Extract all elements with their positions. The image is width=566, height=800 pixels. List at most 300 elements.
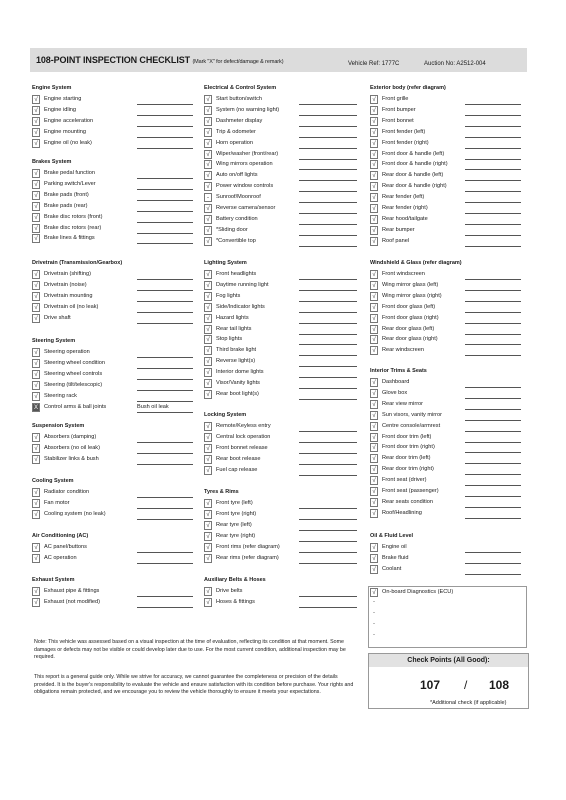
check-mark-box[interactable]: √	[32, 543, 40, 552]
remark-line[interactable]	[465, 552, 521, 553]
item-label: Centre console/armrest	[382, 422, 441, 429]
check-mark-box[interactable]: √	[204, 598, 212, 607]
check-mark-box[interactable]: √	[370, 509, 378, 518]
check-mark-box[interactable]: √	[32, 598, 40, 607]
remark-line[interactable]	[299, 169, 357, 170]
remark-line[interactable]	[299, 235, 357, 236]
remark-line[interactable]	[465, 213, 521, 214]
check-mark-box[interactable]: √	[32, 314, 40, 323]
remark-line[interactable]	[137, 401, 193, 402]
remark-line[interactable]	[299, 246, 357, 247]
check-mark-box[interactable]: √	[370, 422, 378, 431]
checklist-row	[370, 346, 530, 357]
remark-line[interactable]	[299, 464, 357, 465]
remark-line[interactable]	[299, 323, 357, 324]
remark-line[interactable]	[465, 409, 521, 410]
checklist-row	[32, 433, 192, 444]
check-mark-box[interactable]: √	[370, 226, 378, 235]
check-mark-box[interactable]: √	[204, 499, 212, 508]
remark-line[interactable]	[299, 290, 357, 291]
remark-line[interactable]	[465, 355, 521, 356]
remark-line[interactable]	[137, 368, 193, 369]
check-mark-box[interactable]: √	[204, 554, 212, 563]
check-mark-box[interactable]: √	[370, 106, 378, 115]
check-mark-box[interactable]: √	[32, 303, 40, 312]
remark-line[interactable]	[137, 137, 193, 138]
check-mark-box[interactable]: √	[370, 139, 378, 148]
remark-line[interactable]	[137, 357, 193, 358]
check-mark-box[interactable]: √	[32, 169, 40, 178]
checklist-row	[32, 224, 192, 235]
remark-line[interactable]	[299, 126, 357, 127]
remark-line[interactable]	[465, 474, 521, 475]
remark-line[interactable]	[299, 213, 357, 214]
remark-line[interactable]	[465, 334, 521, 335]
remark-line[interactable]	[299, 148, 357, 149]
remark-line[interactable]	[299, 159, 357, 160]
check-mark-box[interactable]: √	[204, 521, 212, 530]
check-mark-box[interactable]: √	[370, 476, 378, 485]
check-mark-box[interactable]: √	[370, 281, 378, 290]
remark-line[interactable]	[465, 420, 521, 421]
check-mark-box[interactable]: √	[32, 213, 40, 222]
remark-line[interactable]	[465, 485, 521, 486]
remark-line[interactable]	[465, 574, 521, 575]
checklist-row	[370, 509, 530, 520]
remark-line[interactable]	[299, 552, 357, 553]
remark-line[interactable]	[137, 379, 193, 380]
check-mark-box[interactable]: X	[33, 404, 38, 411]
remark-line[interactable]	[465, 180, 521, 181]
check-mark-box[interactable]: √	[204, 444, 212, 453]
remark-line[interactable]	[465, 148, 521, 149]
check-mark-box[interactable]: √	[32, 292, 40, 301]
item-label: Hoses & fittings	[216, 598, 255, 605]
checklist-row	[204, 543, 364, 554]
remark-line[interactable]	[137, 390, 193, 391]
check-mark-box[interactable]: √	[204, 314, 212, 323]
item-label: Engine oil	[382, 544, 407, 550]
check-mark-box[interactable]: √	[204, 292, 212, 301]
remark-line[interactable]	[299, 115, 357, 116]
check-mark-box[interactable]: √	[370, 433, 378, 442]
check-mark-box[interactable]: √	[370, 465, 378, 474]
remark-line[interactable]	[137, 290, 193, 291]
remark-line[interactable]	[137, 453, 193, 454]
check-mark-box[interactable]: √	[370, 335, 378, 344]
item-label: Engine idling	[44, 106, 77, 113]
remark-line[interactable]	[299, 137, 357, 138]
section-title: Exhaust System	[32, 577, 75, 583]
item-label: Front seat (passenger)	[382, 488, 439, 494]
check-mark-box[interactable]: √	[204, 171, 212, 180]
check-mark-box[interactable]: √	[32, 128, 40, 137]
remark-line[interactable]	[465, 290, 521, 291]
check-mark-box[interactable]: √	[204, 325, 212, 334]
check-mark-box[interactable]: √	[204, 455, 212, 464]
check-mark-box[interactable]: √	[32, 270, 40, 279]
check-mark-box[interactable]: √	[204, 587, 212, 596]
item-label: Rear fender (left)	[382, 194, 425, 201]
check-mark-box[interactable]: √	[32, 370, 40, 379]
remark-line[interactable]	[299, 596, 357, 597]
item-label: Daytime running light	[216, 281, 269, 288]
remark-line[interactable]	[137, 412, 193, 413]
remark-line[interactable]	[137, 243, 193, 244]
item-label: Rear fender (right)	[382, 205, 428, 211]
check-mark-box[interactable]: √	[370, 117, 378, 126]
check-mark-box[interactable]: √	[370, 443, 378, 452]
section-title: Brakes System	[32, 159, 72, 165]
check-mark-box[interactable]: √	[204, 182, 212, 191]
check-mark-box[interactable]: √	[32, 117, 40, 126]
check-mark-box[interactable]: √	[370, 543, 378, 552]
remark-line[interactable]	[299, 355, 357, 356]
check-mark-box[interactable]: √	[204, 215, 212, 224]
checklist-row	[204, 215, 364, 226]
remark-line[interactable]	[137, 126, 193, 127]
item-label: Steering rack	[44, 392, 77, 399]
check-mark-box[interactable]: √	[32, 139, 40, 148]
remark-line[interactable]	[465, 452, 521, 453]
check-mark-box[interactable]: √	[370, 171, 378, 180]
remark-line[interactable]	[137, 211, 193, 212]
remark-line[interactable]	[465, 246, 521, 247]
remark-line[interactable]	[299, 442, 357, 443]
item-label: Front grille	[382, 96, 409, 102]
check-mark-box[interactable]: √	[370, 150, 378, 159]
check-mark-box[interactable]: √	[32, 224, 40, 233]
remark-line[interactable]	[465, 301, 521, 302]
item-label: Front rims (refer diagram)	[216, 543, 280, 550]
remark-line[interactable]	[137, 148, 193, 149]
check-mark-box[interactable]: √	[370, 400, 378, 409]
check-mark-box[interactable]: √	[370, 182, 378, 191]
checklist-row	[204, 368, 364, 379]
remark-line[interactable]	[465, 169, 521, 170]
check-mark-box[interactable]: √	[204, 160, 212, 169]
remark-line[interactable]	[465, 224, 521, 225]
checklist-row	[204, 281, 364, 292]
remark-line[interactable]	[137, 497, 193, 498]
item-label: Brake fluid	[382, 554, 409, 561]
checklist-row	[370, 335, 530, 346]
check-mark-box[interactable]: √	[204, 270, 212, 279]
item-label: Dashmeter display	[216, 117, 263, 124]
item-label: Front headlights	[216, 271, 257, 277]
check-mark-box[interactable]: √	[204, 95, 212, 104]
remark-line[interactable]	[299, 334, 357, 335]
remark-line[interactable]	[137, 519, 193, 520]
remark-line[interactable]	[137, 552, 193, 553]
check-mark-box[interactable]: √	[204, 226, 212, 235]
check-mark-box[interactable]: √	[370, 554, 378, 563]
remark-line[interactable]	[137, 104, 193, 105]
remark-line[interactable]	[299, 607, 357, 608]
check-mark-box[interactable]: √	[204, 357, 212, 366]
item-label: Rear tyre (left)	[216, 521, 252, 528]
item-label: On-board Diagnostics (ECU)	[382, 589, 454, 595]
remark-line[interactable]	[465, 159, 521, 160]
check-mark-box[interactable]: √	[370, 346, 378, 355]
remark-line[interactable]	[465, 312, 521, 313]
remark-line[interactable]	[465, 387, 521, 388]
item-label: Front bumper	[382, 106, 416, 113]
check-mark-box[interactable]: √	[32, 234, 40, 243]
remark-line[interactable]	[299, 399, 357, 400]
remark-line[interactable]	[465, 202, 521, 203]
check-mark-box[interactable]: √	[204, 466, 212, 475]
remark-line[interactable]	[465, 398, 521, 399]
check-mark-box[interactable]: √	[204, 335, 212, 344]
remark-line[interactable]	[465, 104, 521, 105]
item-label: Front seat (driver)	[382, 477, 427, 484]
remark-line[interactable]	[137, 279, 193, 280]
check-mark-box[interactable]: √	[370, 95, 378, 104]
item-label: Reverse light(s)	[216, 358, 256, 365]
remark-line[interactable]	[137, 442, 193, 443]
remark-line[interactable]	[299, 475, 357, 476]
remark-line[interactable]	[465, 431, 521, 432]
check-mark-box[interactable]: √	[370, 565, 378, 574]
check-mark-box[interactable]: √	[204, 543, 212, 552]
remark-line[interactable]	[299, 388, 357, 389]
remark-line[interactable]	[299, 431, 357, 432]
checklist-row	[204, 193, 364, 204]
item-label: Front fender (left)	[382, 128, 426, 135]
checklist-row	[204, 521, 364, 532]
remark-line[interactable]	[465, 344, 521, 345]
check-mark-box[interactable]: √	[370, 270, 378, 279]
remark-line[interactable]	[137, 222, 193, 223]
checklist-row	[32, 499, 192, 510]
item-label: Rear door & handle (right)	[382, 183, 447, 190]
check-mark-box[interactable]: √	[370, 487, 378, 496]
checklist-row	[204, 182, 364, 193]
checklist-row	[32, 270, 192, 281]
remark-line[interactable]	[465, 235, 521, 236]
checklist-row	[32, 128, 192, 139]
item-label: Brake pads (front)	[44, 191, 89, 198]
item-label: Rear door glass (left)	[382, 325, 435, 332]
check-mark-box[interactable]: √	[370, 204, 378, 213]
checklist-row	[370, 171, 530, 182]
check-mark-box[interactable]: √	[204, 379, 212, 388]
check-mark-box[interactable]: √	[370, 292, 378, 301]
remark-line[interactable]	[465, 563, 521, 564]
check-mark-box[interactable]: √	[370, 454, 378, 463]
check-mark-box[interactable]: √	[32, 281, 40, 290]
check-mark-box[interactable]: √	[32, 95, 40, 104]
remark-line[interactable]	[299, 180, 357, 181]
obd-line: -	[373, 599, 375, 605]
remark-line[interactable]	[465, 115, 521, 116]
check-mark-box[interactable]: √	[32, 106, 40, 115]
item-label: Brake disc rotors (rear)	[44, 224, 102, 231]
check-mark-box[interactable]: √	[32, 202, 40, 211]
remark-line[interactable]	[299, 279, 357, 280]
obd-line: -	[373, 610, 375, 616]
check-mark-box[interactable]: √	[204, 117, 212, 126]
checklist-row	[204, 379, 364, 390]
remark-line[interactable]	[137, 115, 193, 116]
additional-note: *Additional check (if applicable)	[430, 700, 507, 706]
remark-line[interactable]	[137, 464, 193, 465]
check-mark-box[interactable]: √	[370, 160, 378, 169]
checklist-row	[32, 213, 192, 224]
check-mark-box[interactable]: √	[204, 204, 212, 213]
item-label: Sun visors, vanity mirror	[382, 411, 442, 418]
score-total: 108	[489, 678, 510, 692]
remark-line[interactable]	[137, 200, 193, 201]
remark-line[interactable]	[137, 233, 193, 234]
check-mark-box[interactable]: √	[32, 499, 40, 508]
check-mark-box[interactable]: √	[370, 389, 378, 398]
remark-line[interactable]	[465, 323, 521, 324]
remark-line[interactable]	[299, 519, 357, 520]
remark-line[interactable]	[137, 323, 193, 324]
remark-line[interactable]	[299, 541, 357, 542]
check-mark-box[interactable]: √	[204, 368, 212, 377]
checklist-row	[32, 455, 192, 466]
remark-line[interactable]	[465, 279, 521, 280]
remark-line[interactable]	[137, 312, 193, 313]
check-mark-box[interactable]: √	[204, 532, 212, 541]
remark-line[interactable]	[465, 496, 521, 497]
item-label: Trip & odometer	[216, 128, 256, 135]
remark-line[interactable]	[299, 508, 357, 509]
item-label: Fuel cap release	[216, 466, 258, 473]
remark-line[interactable]	[137, 563, 193, 564]
check-mark-box[interactable]: √	[204, 150, 212, 159]
item-label: Interior dome lights	[216, 369, 264, 376]
check-mark-box[interactable]: √	[370, 498, 378, 507]
remark-line[interactable]	[299, 366, 357, 367]
checklist-row	[370, 95, 530, 106]
check-mark-box[interactable]: √	[32, 381, 40, 390]
check-mark-box[interactable]: √	[32, 444, 40, 453]
checklist-row	[370, 237, 530, 248]
check-mark-box[interactable]: √	[370, 588, 378, 597]
header-bar	[30, 48, 527, 72]
check-mark-box[interactable]: -	[204, 193, 212, 202]
item-label: Front bonnet release	[216, 444, 268, 451]
check-mark-box[interactable]: √	[32, 348, 40, 357]
checklist-row	[32, 554, 192, 565]
check-mark-box[interactable]: √	[32, 587, 40, 596]
checklist-row	[32, 303, 192, 314]
checklist-row	[370, 378, 530, 389]
remark-line[interactable]	[465, 126, 521, 127]
remark-line[interactable]	[137, 607, 193, 608]
checklist-row	[370, 150, 530, 161]
remark-line[interactable]	[465, 191, 521, 192]
checklist-row	[204, 587, 364, 598]
remark-line[interactable]	[137, 178, 193, 179]
check-mark-box[interactable]: √	[204, 281, 212, 290]
check-mark-box[interactable]: √	[32, 359, 40, 368]
remark-line[interactable]	[465, 518, 521, 519]
checklist-row	[370, 139, 530, 150]
check-mark-box[interactable]: √	[204, 510, 212, 519]
remark-line[interactable]	[299, 104, 357, 105]
check-mark-box[interactable]: √	[204, 303, 212, 312]
check-mark-box[interactable]: √	[370, 325, 378, 334]
check-mark-box[interactable]: √	[204, 422, 212, 431]
check-mark-box[interactable]: √	[370, 215, 378, 224]
item-label: Front tyre (left)	[216, 500, 253, 506]
remark-line[interactable]	[299, 453, 357, 454]
checklist-row	[32, 169, 192, 180]
check-mark-box[interactable]: √	[32, 554, 40, 563]
item-label: AC operation	[44, 554, 77, 561]
remark-line[interactable]	[299, 344, 357, 345]
checklist-row	[204, 444, 364, 455]
remark-line[interactable]	[137, 508, 193, 509]
checklist-row	[370, 215, 530, 226]
item-label: Horn operation	[216, 139, 254, 146]
remark-line[interactable]	[299, 377, 357, 378]
remark-line[interactable]	[465, 507, 521, 508]
check-mark-box[interactable]: √	[32, 510, 40, 519]
check-mark-box[interactable]: √	[32, 180, 40, 189]
remark-line[interactable]	[299, 224, 357, 225]
check-mark-box[interactable]: √	[370, 303, 378, 312]
item-label: Rear seats condition	[382, 498, 433, 505]
check-mark-box[interactable]: √	[370, 411, 378, 420]
check-mark-box[interactable]: √	[204, 128, 212, 137]
check-mark-box[interactable]: √	[204, 390, 212, 399]
check-mark-box[interactable]: √	[32, 191, 40, 200]
check-mark-box[interactable]: √	[32, 433, 40, 442]
check-mark-box[interactable]: √	[204, 346, 212, 355]
remark-line[interactable]	[299, 191, 357, 192]
checklist-row	[32, 392, 192, 403]
checklist-row	[370, 314, 530, 325]
remark-line[interactable]	[465, 137, 521, 138]
item-label: Roof/Headlining	[382, 509, 422, 516]
remark-line[interactable]	[465, 442, 521, 443]
checklist-row	[370, 106, 530, 117]
check-mark-box[interactable]: √	[32, 488, 40, 497]
check-mark-box[interactable]: √	[370, 314, 378, 323]
check-mark-box[interactable]: √	[204, 237, 212, 246]
remark-line[interactable]	[137, 301, 193, 302]
remark-line[interactable]	[299, 312, 357, 313]
remark-line[interactable]	[299, 530, 357, 531]
check-mark-box[interactable]: √	[370, 237, 378, 246]
item-label: Drivetrain (shifting)	[44, 271, 91, 277]
check-mark-box[interactable]: √	[32, 392, 40, 401]
check-mark-box[interactable]: √	[370, 378, 378, 387]
obd-line: -	[373, 621, 375, 627]
check-mark-box[interactable]: √	[370, 193, 378, 202]
check-mark-box[interactable]: √	[204, 139, 212, 148]
check-mark-box[interactable]: √	[204, 433, 212, 442]
check-mark-box[interactable]: √	[204, 106, 212, 115]
item-label: Front fender (right)	[382, 139, 429, 146]
remark-line[interactable]	[137, 189, 193, 190]
item-label: Third brake light	[216, 347, 257, 354]
checklist-row	[204, 139, 364, 150]
remark-line[interactable]	[299, 301, 357, 302]
remark-line[interactable]	[299, 202, 357, 203]
check-mark-box[interactable]: √	[32, 455, 40, 464]
check-mark-box[interactable]: √	[370, 128, 378, 137]
remark-line[interactable]	[299, 563, 357, 564]
remark-line[interactable]	[137, 596, 193, 597]
remark-line[interactable]	[465, 463, 521, 464]
